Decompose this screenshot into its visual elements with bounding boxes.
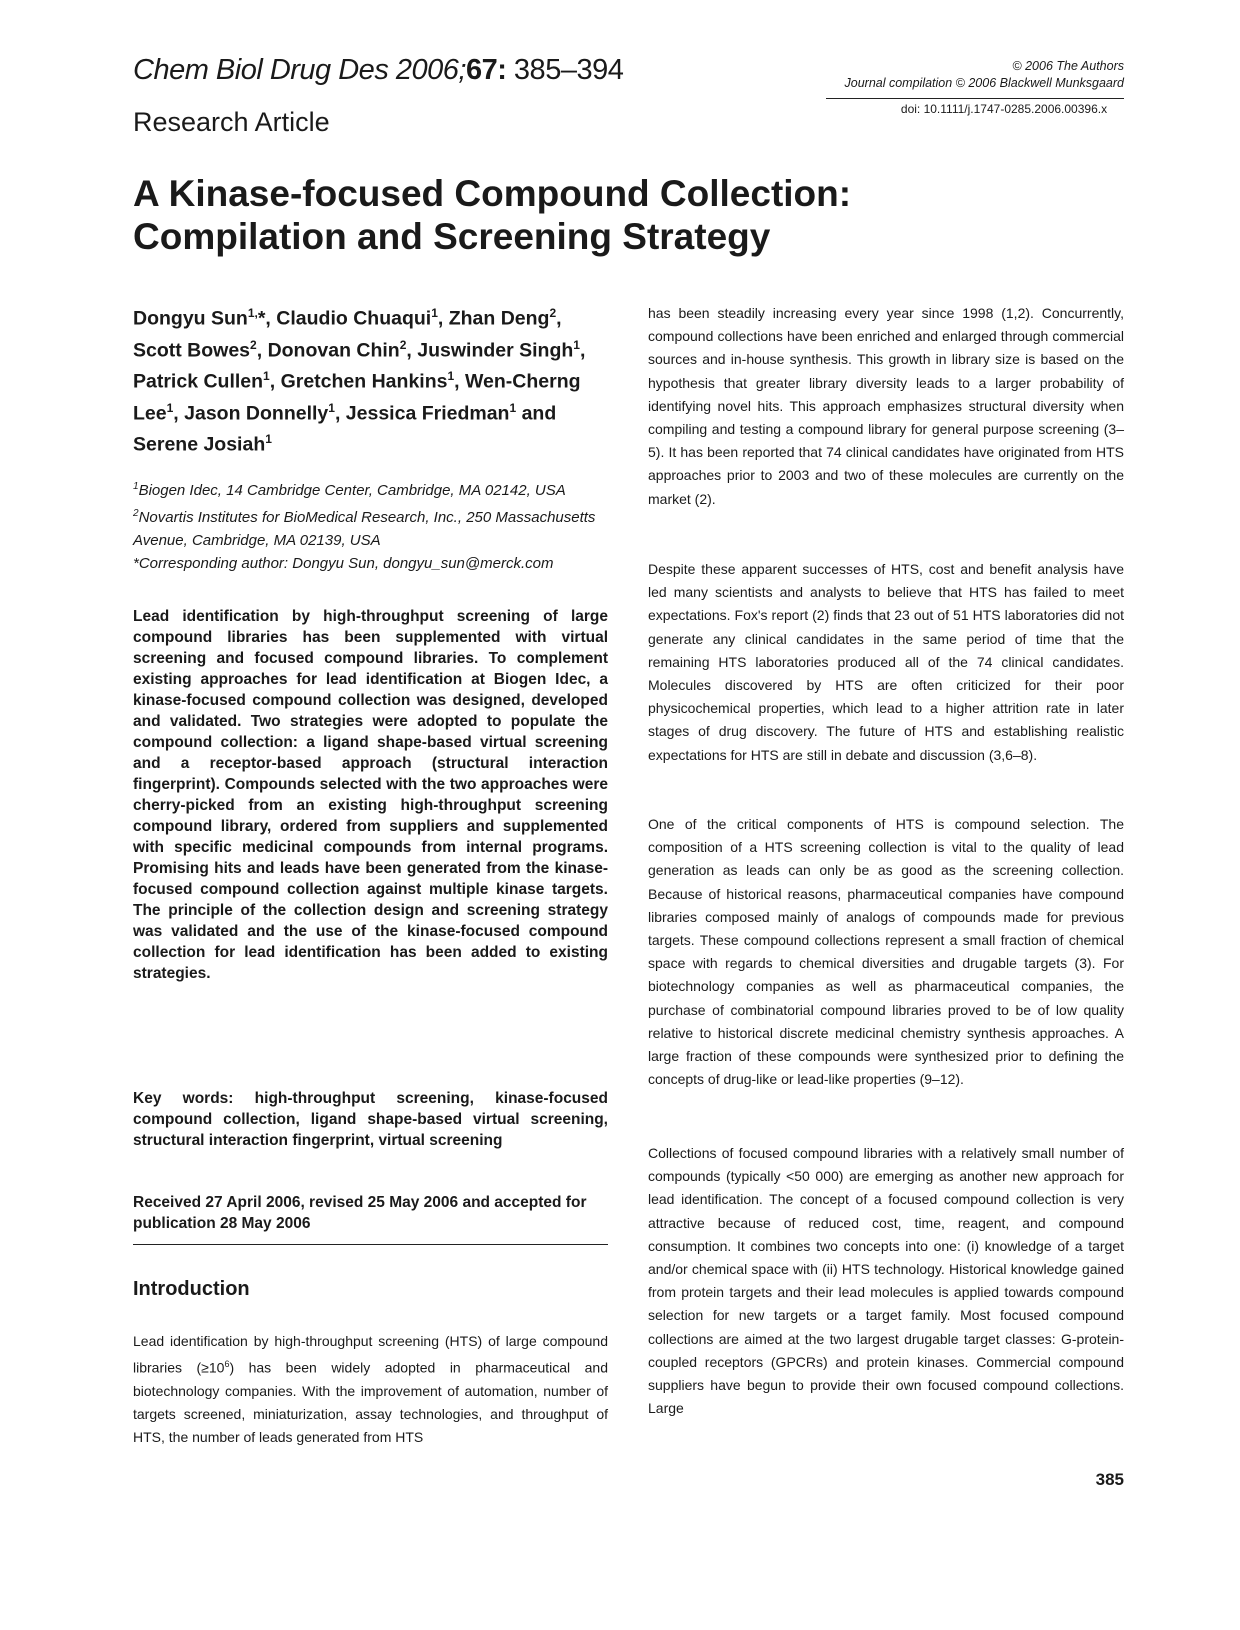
author-affiliation-mark: 1 xyxy=(265,432,272,446)
introduction-heading: Introduction xyxy=(133,1278,250,1300)
author-separator: , xyxy=(173,402,185,424)
affiliation-2-text: Novartis Institutes for BioMedical Research, Inc., 250 Massachusetts Avenue, Cambridge, MA 02139, USA xyxy=(133,509,596,549)
author-separator: , xyxy=(406,339,418,361)
corresponding-author: *Corresponding author: Dongyu Sun, dongyu_sun@merck.com xyxy=(133,555,554,572)
received-dates: Received 27 April 2006, revised 25 May 2006 and accepted for publication 28 May 2006 xyxy=(133,1194,587,1232)
journal-pages: 385–394 xyxy=(506,54,624,86)
abstract: Lead identification by high-throughput screening of large compound libraries has been supplemented with virtual screening and focused compound libraries. To complement existing approaches for lead identification at Biogen Idec, a kinase-focused compound collection was designed, developed and validated. Two strategies were adopted to populate the compound collection: a ligand shape-based virtual screening and a receptor-based approach (structural interaction fingerprint). Compounds selected with the two approaches were cherry-picked from an existing high-throughput screening compound library, ordered from suppliers and supplemented with specific medicinal compounds from internal programs. Promising hits and leads have been generated from the kinase-focused compound collection against multiple kinase targets. The principle of the collection design and screening strategy was validated and the use of the kinase-focused compound collection for lead identification has been added to existing strategies. xyxy=(133,608,608,982)
body-paragraph-3: One of the critical components of HTS is compound selection. The composition of a HTS screening collection is vital to the quality of lead generation as leads can only be as good as the screening collection. Because of historical reasons, pharmaceutical companies have compound libraries composed mainly of analogs of compounds made for previous targets. These compound collections represent a small fraction of chemical space with regards to chemical diversities and drugable targets (3). For biotechnology companies as well as pharmaceutical companies, the purchase of combinatorial compound libraries proved to be of low quality relative to historical discrete medicinal chemistry synthesis approaches. A large fraction of these compounds were synthesized prior to defining the concepts of drug-like or lead-like properties (9–12). xyxy=(648,816,1124,1088)
author-separator: , xyxy=(454,370,465,393)
author-name: Donovan Chin xyxy=(267,339,400,361)
author-affiliation-mark: 2 xyxy=(549,306,557,320)
author-separator: , xyxy=(256,339,268,361)
author-name: Wen-Cherng Lee xyxy=(133,370,581,424)
doi-text: doi: 10.1111/j.1747-0285.2006.00396.x xyxy=(900,102,1108,116)
author-affiliation-mark: 1 xyxy=(166,400,174,415)
keywords: Key words: high-throughput screening, kinase-focused compound collection, ligand shape-based virtual screening, structural interaction fingerprint, virtual screening xyxy=(133,1090,608,1149)
author-affiliation-mark: 1 xyxy=(509,400,517,415)
intro-text-2: ) has been widely adopted in pharmaceutical and biotechnology companies. With the improvement of automation, number of targets screened, miniaturization, assay technologies, and throughput of HTS, the number of leads generated from HTS xyxy=(133,1359,608,1445)
intro-superscript: 6 xyxy=(224,1359,230,1369)
affiliation-1-text: Biogen Idec, 14 Cambridge Center, Cambridge, MA 02142, USA xyxy=(138,482,566,499)
author-name: Jason Donnelly xyxy=(184,402,329,424)
author-name: Serene Josiah xyxy=(133,433,266,456)
author-separator: , xyxy=(556,307,562,330)
affiliation-2-mark: 2 xyxy=(133,508,139,519)
author-affiliation-mark: 2 xyxy=(250,337,257,352)
author-affiliation-mark: 1 xyxy=(447,369,455,383)
author-list xyxy=(133,300,613,458)
body-paragraph-2: Despite these apparent successes of HTS, cost and benefit analysis have led many scientists and analysts to believe that HTS has failed to meet expectations. Fox's report (2) finds that 23 out of 51 HTS laboratories did not generate any clinical candidates in the same period of time that the remaining HTS laboratories produced all of the 74 clinical candidates. Molecules discovered by HTS are often criticized for their poor physicochemical properties, which lead to a higher attrition rate in later stages of drug discovery. The future of HTS and establishing realistic expectations for HTS are still in debate and discussion (3,6–8). xyxy=(648,561,1124,763)
author-separator: , xyxy=(269,370,281,393)
author-affiliation-mark: 1 xyxy=(573,337,580,352)
author-affiliation-mark: 1 xyxy=(328,400,335,415)
author-separator: , xyxy=(437,307,449,330)
author-name: Zhan Deng xyxy=(448,307,550,330)
article-title: A Kinase-focused Compound Collection: Compilation and Screening Strategy xyxy=(133,173,852,257)
journal-volume: 67: xyxy=(465,54,507,86)
affiliation-1-mark: 1 xyxy=(133,481,139,492)
header-rule xyxy=(826,98,1124,99)
copyright-line-1: © 2006 The Authors xyxy=(1012,59,1124,73)
body-paragraph-1: has been steadily increasing every year since 1998 (1,2). Concurrently, compound collections have been enriched and enlarged through commercial sources and in-house synthesis. This growth in library size is based on the hypothesis that greater library diversity leads to a larger probability of identifying novel hits. This approach emphasizes structural diversity when compiling and testing a compound library for general purpose screening (3–5). It has been reported that 74 clinical candidates have originated from HTS approaches prior to 2003 and two of these molecules are currently on the market (2). xyxy=(648,305,1124,507)
journal-name: Chem Biol Drug Des 2006; xyxy=(133,54,466,86)
copyright-line-2: Journal compilation © 2006 Blackwell Munksgaard xyxy=(844,76,1124,90)
author-separator: , xyxy=(579,339,586,361)
author-name: Patrick Cullen xyxy=(133,370,264,393)
journal-citation xyxy=(133,54,623,87)
introduction-paragraph xyxy=(133,1330,608,1449)
affiliation-2 xyxy=(133,502,603,552)
author-separator: , xyxy=(334,402,346,424)
affiliation-1 xyxy=(133,475,603,502)
copyright-block xyxy=(804,58,1124,92)
doi-line xyxy=(804,101,1124,118)
author-name: Juswinder Singh xyxy=(417,339,574,361)
author-name: Scott Bowes xyxy=(133,339,251,361)
author-affiliation-mark: 1, xyxy=(247,306,258,320)
author-name: Jessica Friedman xyxy=(345,402,510,424)
author-affiliation-mark: 2 xyxy=(399,337,407,352)
section-label: Research Article xyxy=(133,107,330,137)
author-name: Claudio Chuaqui xyxy=(276,307,432,330)
abstract-rule xyxy=(133,1244,608,1245)
author-separator: *, xyxy=(257,307,277,330)
author-affiliation-mark: 1 xyxy=(263,369,270,383)
author-name: Dongyu Sun xyxy=(133,307,248,330)
author-name: Gretchen Hankins xyxy=(280,370,448,393)
author-affiliation-mark: 1 xyxy=(431,306,438,320)
body-paragraph-4: Collections of focused compound libraries with a relatively small number of compounds (typically <50 000) are emerging as another new approach for lead identification. The concept of a focused compound collection is very attractive because of reduced cost, time, reagent, and compound consumption. It combines two concepts into one: (i) knowledge of a target and/or chemical space with (ii) HTS technology. Historical knowledge gained from protein targets and their lead molecules is applied towards compound selection for new targets or a target family. Most focused compound collections are aimed at the two largest drugable target classes: G-protein-coupled receptors (GPCRs) and protein kinases. Commercial compound suppliers have begun to provide their own focused compound collections. Large xyxy=(648,1145,1124,1417)
intro-text-1: Lead identification by high-throughput screening (HTS) of large compound libraries (≥10 xyxy=(133,1333,608,1376)
affiliations xyxy=(133,475,603,575)
author-separator: and xyxy=(516,402,557,424)
page-number: 385 xyxy=(1095,1470,1124,1489)
